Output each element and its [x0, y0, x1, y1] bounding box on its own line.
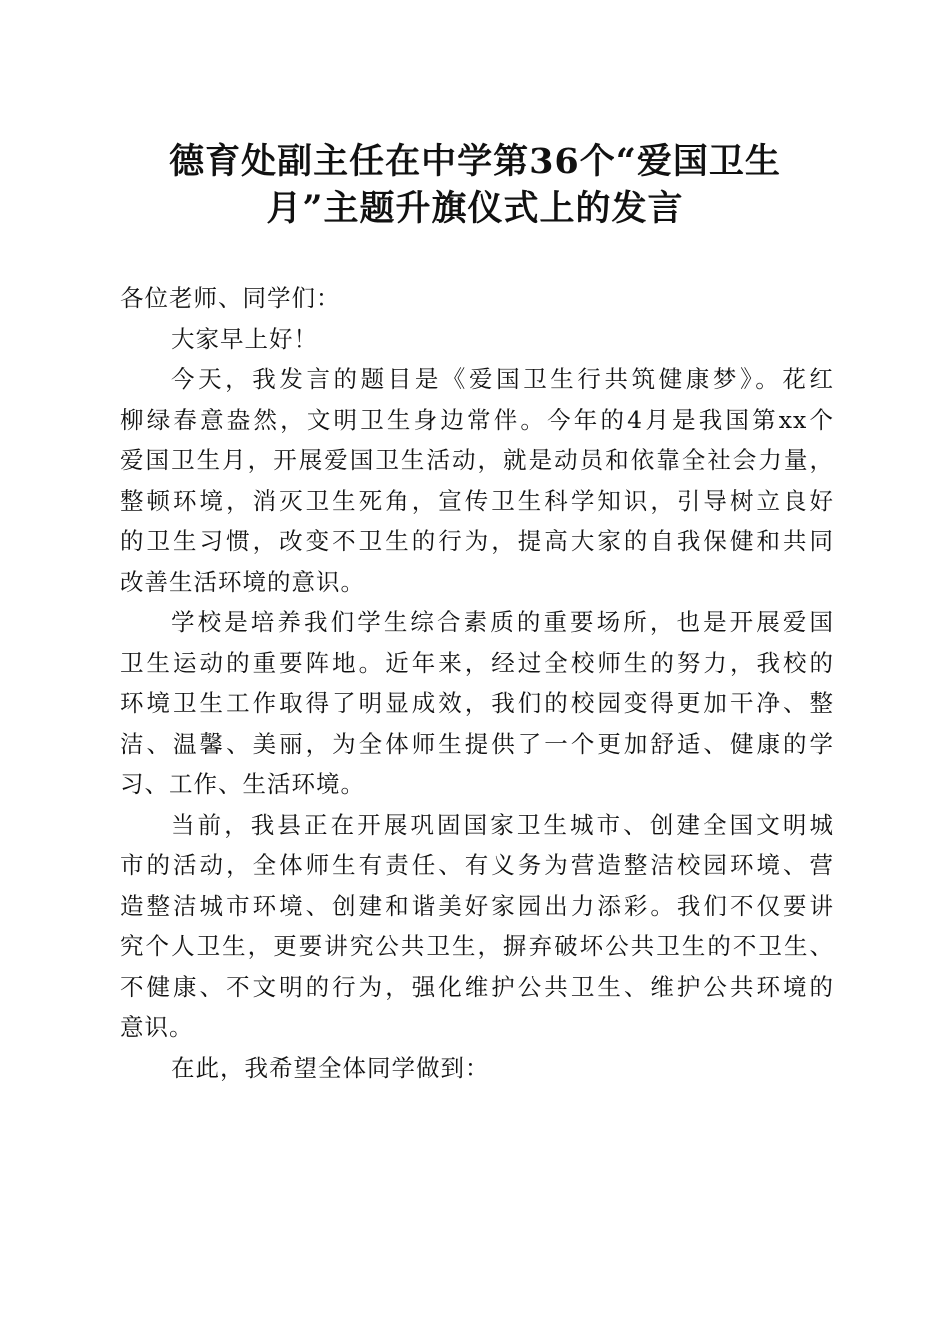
paragraph-line: 市的活动，全体师生有责任、有义务为营造整洁校园环境、营: [120, 851, 834, 879]
paragraph-line: 造整洁城市环境、创建和谐美好家园出力添彩。我们不仅要讲: [120, 891, 834, 920]
paragraph-line: 改善生活环境的意识。: [120, 567, 365, 596]
title-line-2: 月”主题升旗仪式上的发言: [266, 188, 684, 229]
paragraph-line: 习、工作、生活环境。: [120, 770, 365, 798]
salutation: 各位老师、同学们：: [120, 284, 341, 312]
paragraph-line: 学校是培养我们学生综合素质的重要场所，也是开展爱国: [171, 608, 834, 636]
title-line-1: 德育处副主任在中学第36个“爱国卫生: [169, 141, 781, 182]
document-body: [120, 278, 834, 1088]
document-title: [120, 138, 830, 232]
paragraph-line: 意识。: [120, 1013, 194, 1041]
paragraph-line: 不健康、不文明的行为，强化维护公共卫生、维护公共环境的: [120, 972, 834, 1001]
paragraph-2: [120, 602, 834, 805]
paragraph-line: 洁、温馨、美丽，为全体师生提供了一个更加舒适、健康的学: [120, 729, 834, 758]
paragraph-line: 爱国卫生月，开展爱国卫生活动，就是动员和依靠全社会力量，: [120, 446, 834, 474]
paragraph-3: [120, 805, 834, 1048]
paragraph-line: 整顿环境，消灭卫生死角，宣传卫生科学知识，引导树立良好: [120, 486, 834, 515]
paragraph-line: 当前，我县正在开展巩固国家卫生城市、创建全国文明城: [171, 810, 834, 839]
paragraph-4: [120, 1048, 834, 1089]
greeting: 大家早上好！: [171, 324, 318, 353]
paragraph-line: 究个人卫生，更要讲究公共卫生，摒弃破坏公共卫生的不卫生、: [120, 932, 834, 960]
paragraph-line: 卫生运动的重要阵地。近年来，经过全校师生的努力，我校的: [120, 648, 834, 677]
paragraph-line: 今天，我发言的题目是《爱国卫生行共筑健康梦》。花红: [171, 365, 834, 393]
paragraph-line: 的卫生习惯，改变不卫生的行为，提高大家的自我保健和共同: [120, 527, 834, 555]
paragraph-1: [120, 359, 834, 602]
paragraph-line: 柳绿春意盎然，文明卫生身边常伴。今年的4月是我国第xx个: [120, 405, 834, 434]
paragraph-line: 在此，我希望全体同学做到：: [171, 1053, 490, 1082]
paragraph-line: 环境卫生工作取得了明显成效，我们的校园变得更加干净、整: [120, 689, 834, 717]
